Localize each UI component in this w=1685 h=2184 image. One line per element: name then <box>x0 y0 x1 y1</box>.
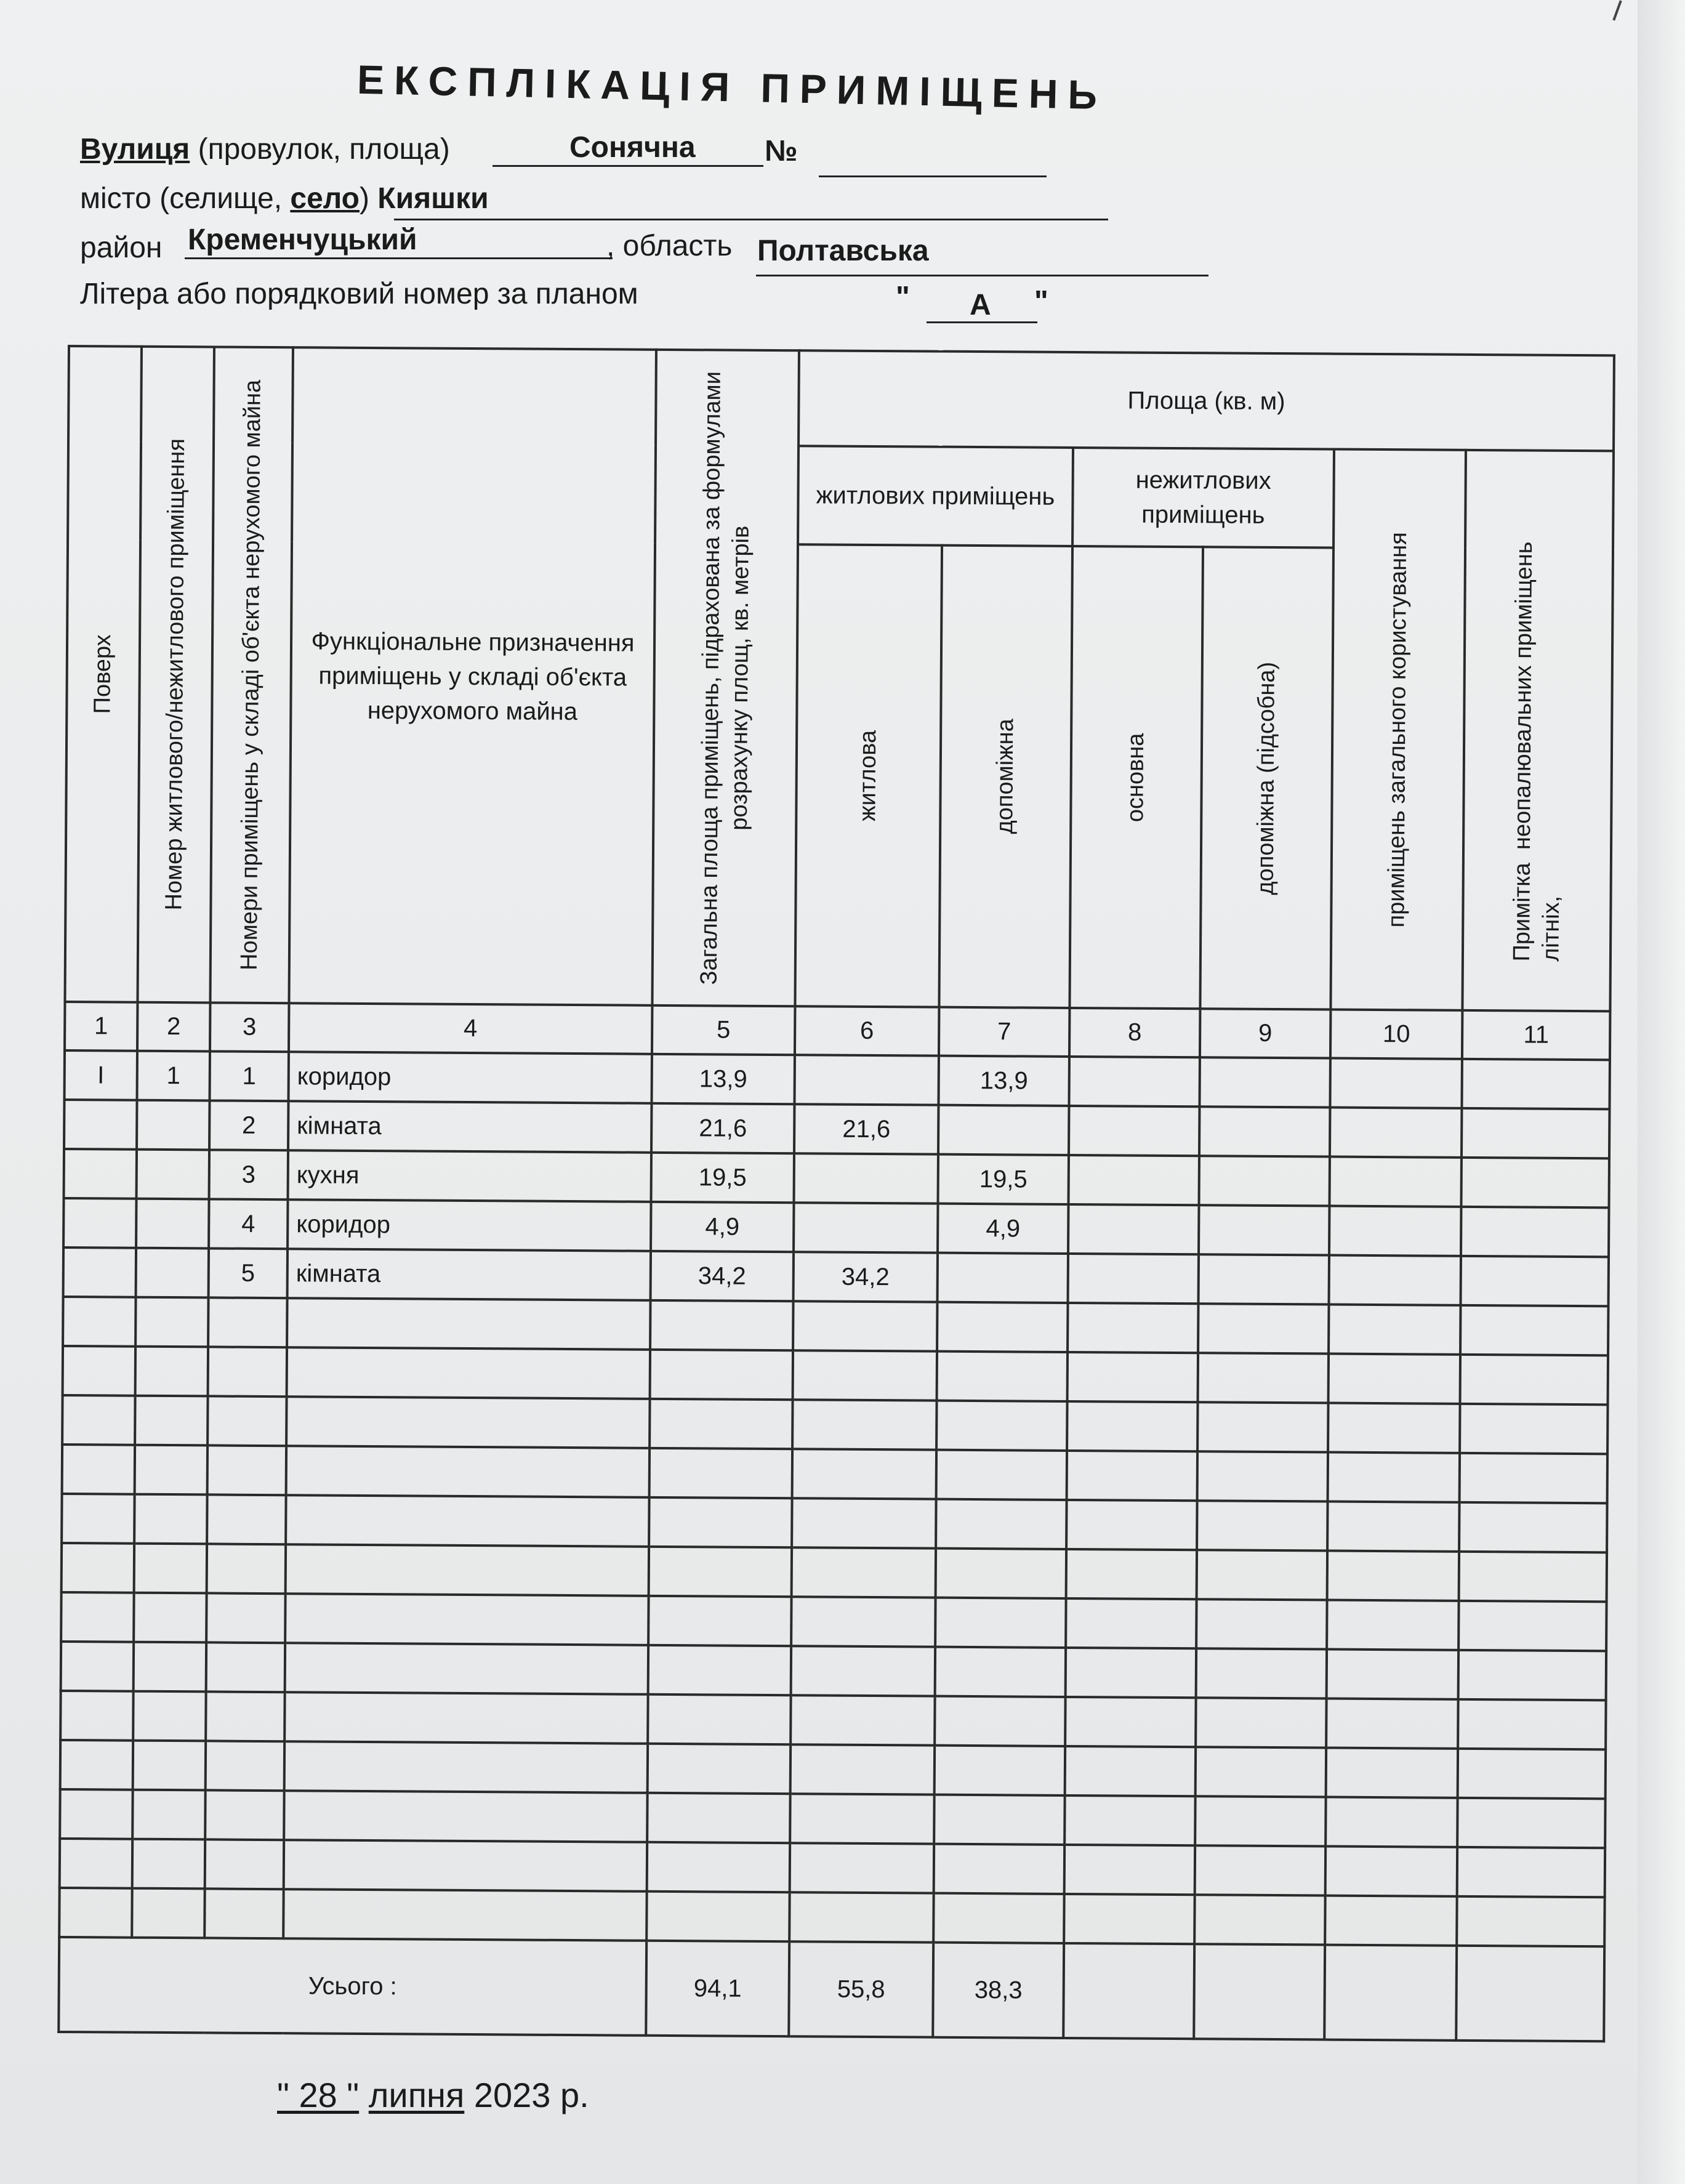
city-label-emph: село <box>290 182 360 215</box>
col-num: 11 <box>1462 1010 1610 1060</box>
date-day: " 28 " <box>277 2076 360 2114</box>
header-note-line1: літніх, <box>1537 895 1564 962</box>
empty-row <box>60 1839 1605 1897</box>
cell-aux <box>938 1105 1069 1155</box>
letter-open-quote: " <box>896 281 910 313</box>
cell-living <box>794 1203 938 1252</box>
cell-living <box>794 1153 938 1203</box>
col-num: 6 <box>795 1006 939 1055</box>
table-row <box>64 1149 1609 1207</box>
header-auxiliary: допоміжна <box>939 546 1072 1008</box>
city-underline <box>394 219 1108 220</box>
empty-row <box>62 1543 1607 1602</box>
header-common: приміщень загального користування <box>1330 449 1466 1010</box>
letter-underline <box>927 321 1037 323</box>
header-room-numbers: Номери приміщень у складі об'єкта нерухомого майна <box>210 347 293 1003</box>
district-label: район <box>80 232 163 264</box>
street-value: Сонячна <box>569 131 696 164</box>
header-function: Функціональне призначення приміщень у складі об'єкта нерухомого майна <box>289 347 656 1005</box>
header-unit-number: Номер житлового/нежитлового приміщення <box>137 347 214 1003</box>
cell-name: кімната <box>288 1101 651 1153</box>
header-living: житлова <box>795 544 942 1007</box>
city-value: Кияшки <box>377 182 489 215</box>
header-note-label: Примітка <box>1508 863 1535 962</box>
cell-room: 4 <box>209 1199 288 1249</box>
table-row <box>63 1198 1609 1257</box>
cell-total: 4,9 <box>651 1202 794 1252</box>
header-aux-utility: допоміжна (підсобна) <box>1200 547 1333 1009</box>
totals-label: Усього : <box>58 1937 646 2036</box>
cell-aux: 19,5 <box>938 1154 1069 1204</box>
empty-row <box>62 1445 1607 1503</box>
col-num: 8 <box>1069 1008 1200 1057</box>
page-edge <box>1638 0 1685 2184</box>
header-note <box>1462 450 1614 1011</box>
street-label-emph: Вулиця <box>80 133 190 166</box>
cell-unit <box>137 1100 209 1150</box>
letter-value: А <box>970 289 991 321</box>
district-value: Кременчуцький <box>188 224 417 256</box>
col-num: 5 <box>652 1005 795 1055</box>
cell-name: коридор <box>289 1052 652 1103</box>
cell-unit <box>136 1199 209 1249</box>
oblast-label: , область <box>606 230 733 262</box>
oblast-value: Полтавська <box>757 235 929 267</box>
header-floor: Поверх <box>65 346 142 1002</box>
cell-aux: 13,9 <box>938 1056 1069 1106</box>
explication-table <box>57 345 1615 2042</box>
cell-living: 21,6 <box>794 1104 938 1154</box>
oblast-underline <box>756 275 1208 276</box>
col-num: 3 <box>210 1002 289 1052</box>
col-num: 2 <box>137 1002 210 1052</box>
cell-room: 3 <box>209 1150 288 1199</box>
totals-row <box>58 1937 1604 2041</box>
table-row <box>63 1247 1609 1306</box>
city-line <box>80 182 489 216</box>
street-underline <box>493 165 763 167</box>
cell-total: 21,6 <box>651 1103 794 1153</box>
cell-aux: 4,9 <box>938 1204 1068 1254</box>
empty-row <box>62 1395 1607 1454</box>
cell-living: 34,2 <box>794 1252 938 1302</box>
cell-name: кімната <box>288 1249 651 1300</box>
header-main: основна <box>1069 546 1203 1009</box>
city-label-pre: місто (селище, <box>80 182 283 215</box>
cell-living <box>794 1055 938 1105</box>
table-row <box>64 1100 1609 1158</box>
cell-unit <box>136 1248 209 1298</box>
cell-room: 2 <box>209 1100 288 1150</box>
date-month: липня <box>368 2076 465 2114</box>
cell-floor <box>64 1149 137 1199</box>
empty-row <box>60 1740 1606 1799</box>
street-line <box>80 132 450 166</box>
header-area-group: Площа (кв. м) <box>798 350 1614 451</box>
cell-floor <box>63 1198 136 1248</box>
letter-close-quote: " <box>1034 285 1048 318</box>
totals-total: 94,1 <box>646 1941 789 2036</box>
cell-room: 1 <box>210 1051 289 1101</box>
empty-row <box>62 1494 1607 1552</box>
district-underline <box>185 257 613 259</box>
header-note-line2: неопалювальних приміщень <box>1509 541 1537 850</box>
col-num: 10 <box>1330 1010 1462 1059</box>
cell-aux <box>938 1253 1068 1303</box>
document-title: ЕКСПЛІКАЦІЯ ПРИМІЩЕНЬ <box>356 56 1108 118</box>
cell-total: 19,5 <box>651 1153 794 1203</box>
cell-total: 34,2 <box>651 1251 794 1301</box>
empty-row <box>63 1346 1608 1404</box>
col-num: 4 <box>289 1003 652 1054</box>
col-num: 9 <box>1200 1009 1330 1058</box>
col-num: 1 <box>65 1002 137 1051</box>
empty-row <box>60 1691 1606 1749</box>
empty-row <box>61 1592 1606 1651</box>
street-label-rest: (провулок, площа) <box>198 133 450 166</box>
cell-room: 5 <box>209 1248 288 1298</box>
city-label-post: ) <box>359 182 369 215</box>
header-nonresidential: нежитлових приміщень <box>1072 448 1334 548</box>
date-year: 2023 р. <box>473 2076 589 2114</box>
header-total-area: Загальна площа приміщень, підрахована за формулами розрахунку площ, кв. метрів <box>652 350 799 1006</box>
cell-name: коридор <box>288 1199 651 1251</box>
cell-floor <box>64 1100 137 1150</box>
empty-row <box>59 1888 1604 1946</box>
empty-row <box>63 1297 1608 1355</box>
column-number-row <box>65 1002 1610 1060</box>
empty-row <box>61 1642 1606 1700</box>
cell-unit <box>137 1150 209 1199</box>
totals-living: 55,8 <box>789 1941 933 2037</box>
empty-row <box>60 1789 1605 1848</box>
header-residential: житлових приміщень <box>798 446 1073 546</box>
letter-label: Літера або порядковий номер за планом <box>80 278 638 310</box>
document-date <box>277 2075 589 2115</box>
table-row <box>65 1050 1610 1109</box>
cell-floor <box>63 1247 136 1297</box>
number-underline <box>819 175 1047 177</box>
col-num: 7 <box>939 1007 1069 1057</box>
cell-floor: I <box>65 1050 137 1100</box>
cell-unit: 1 <box>137 1051 210 1101</box>
cell-name: кухня <box>288 1150 651 1202</box>
cell-total: 13,9 <box>651 1054 794 1104</box>
totals-aux: 38,3 <box>933 1943 1064 2038</box>
number-label: № <box>765 135 798 167</box>
